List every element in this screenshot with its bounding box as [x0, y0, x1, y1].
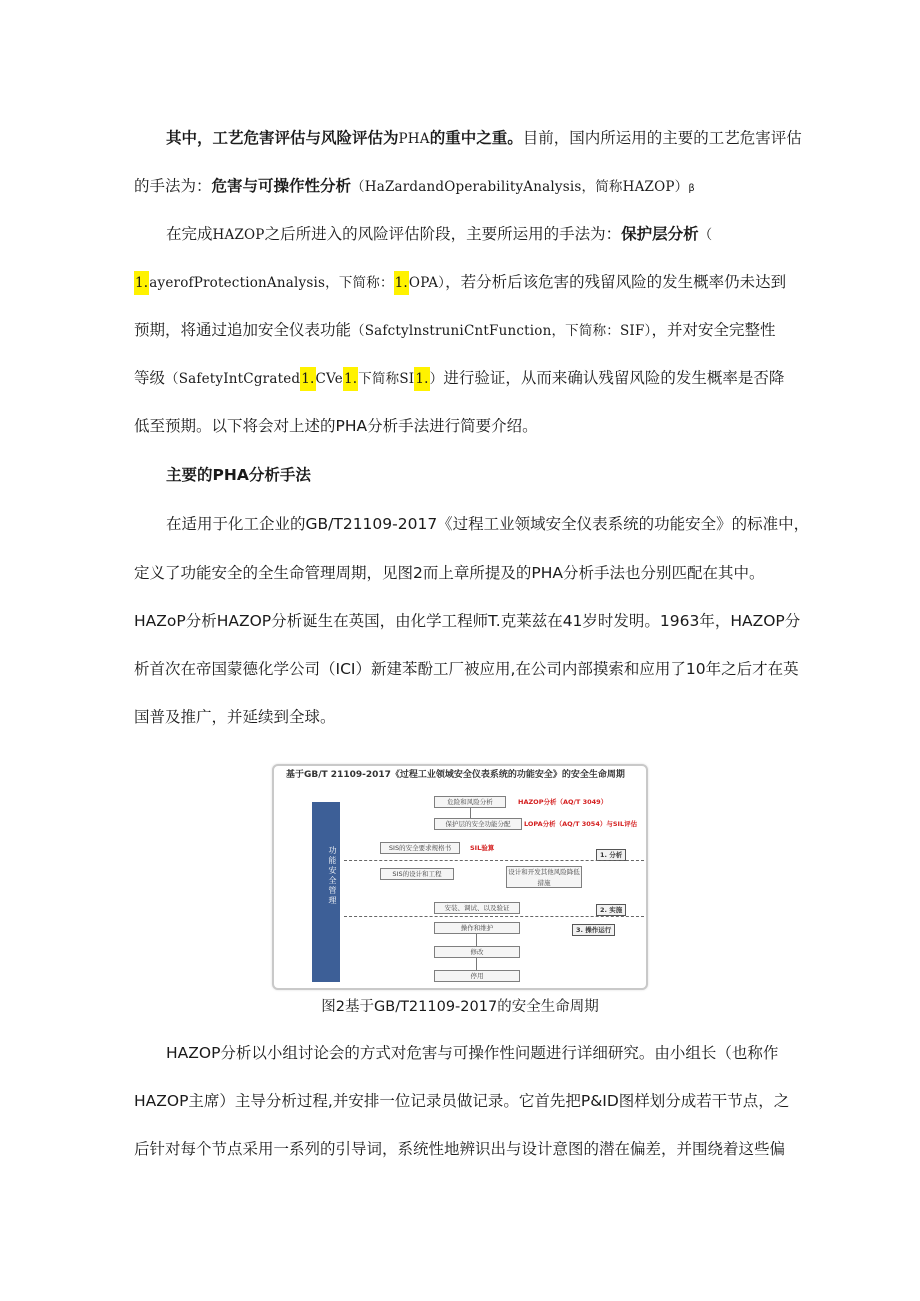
arrow-2: [476, 934, 477, 946]
figure-side-label: 功能安全管理: [328, 846, 337, 906]
para4-line3: 后针对每个节点采用一系列的引导词，系统性地辨识出与设计意图的潜在偏差，并围绕着这些偏: [134, 1140, 786, 1158]
para2-l3-mono: （SafctylnstruniCntFunction，下简称：SIF）: [351, 323, 652, 339]
para2-l1-hazop: HAZOP: [212, 227, 265, 243]
para2-l4-mono3: 下简称SI: [358, 371, 415, 387]
highlight-mark: 1.: [134, 271, 149, 295]
section-heading: 主要的PHA分析手法: [166, 466, 311, 484]
box-other-measures: 设计和开发其他风险降低措施: [506, 866, 582, 888]
box-decommission: 停用: [434, 970, 520, 982]
figure-side-bar: [312, 802, 340, 982]
para1-rest: 目前，国内所运用的主要的工艺危害评估: [522, 129, 802, 147]
para4-line2: HAZOP主席）主导分析过程,并安排一位记录员做记录。它首先把P&ID图样划分成若干节点，之: [134, 1092, 790, 1110]
figure-caption: 图2基于GB/T21109-2017的安全生命周期: [321, 999, 599, 1015]
box-protection-allocation: 保护层的安全功能分配: [434, 818, 522, 830]
para3-line2: 定义了功能安全的全生命管理周期，见图2而上章所提及的PHA分析手法也分别匹配在其中。: [134, 564, 765, 582]
para2-line5: 低至预期。以下将会对上述的PHA分析手法进行简要介绍。: [134, 417, 538, 435]
stage-analysis: 1. 分析: [596, 849, 626, 861]
divider-1: [344, 860, 644, 861]
para2-l4-mono2: CVe: [315, 371, 343, 387]
arrow-3: [476, 958, 477, 970]
para2-l4-pre: 等级: [134, 369, 166, 387]
note-hazop: HAZOP分析（AQ/T 3049）: [518, 798, 608, 806]
arrow-1: [470, 808, 471, 818]
box-sis-spec: SIS的安全要求规格书: [380, 842, 460, 854]
para1-hazop-term: 危害与可操作性分析: [211, 177, 352, 195]
box-modify: 修改: [434, 946, 520, 958]
para1-hazop-full: （HaZardandOperabilityAnalysis，简称HAZOP）: [351, 179, 689, 195]
para2-l1-mid: 之后所进入的风险评估阶段，主要所运用的手法为：: [264, 225, 622, 243]
para3-line4: 析首次在帝国蒙德化学公司（ICI）新建苯酚工厂被应用,在公司内部摸索和应用了10年之后才在英: [134, 660, 799, 678]
lifecycle-figure: [272, 764, 648, 990]
box-install: 安装、调试、以及验证: [434, 902, 520, 914]
stage-implement: 2. 实施: [596, 904, 626, 916]
para2-line1: [166, 222, 826, 247]
para2-l3-rest: ，并对安全完整性: [651, 321, 776, 339]
highlight-mark: 1.: [414, 367, 429, 391]
figure-title: 基于GB/T 21109-2017《过程工业领域安全仪表系统的功能安全》的安全生命周期: [286, 770, 625, 780]
para3-line3: HAZoP分析HAZOP分析诞生在英国，由化学工程师T.克莱兹在41岁时发明。1963年，HAZOP分: [134, 612, 801, 630]
box-sis-design: SIS的设计和工程: [380, 868, 454, 880]
para2-l3-pre: 预期，将通过追加安全仪表功能: [134, 321, 352, 339]
para2-l4-rest: 进行验证，从而来确认残留风险的发生概率是否降: [443, 369, 785, 387]
box-hazard-analysis: 危险和风险分析: [434, 796, 506, 808]
para1-line2: [134, 174, 794, 201]
stage-operation: 3. 操作运行: [572, 924, 615, 936]
note-lopa: LOPA分析（AQ/T 3054）与SIL评估: [524, 820, 638, 828]
para1-end: β: [688, 183, 695, 194]
para2-line2: [134, 270, 794, 295]
para2-line4: [134, 366, 794, 391]
para2-l1-paren: （: [698, 227, 713, 243]
highlight-mark: 1.: [394, 271, 409, 295]
para1-pha: PHA: [398, 131, 430, 147]
highlight-mark: 1.: [300, 367, 315, 391]
para2-l2-mono2: OPA）: [408, 275, 446, 291]
para3-line1: 在适用于化工企业的GB/T21109-2017《过程工业领域安全仪表系统的功能安全》的标准中，: [166, 515, 810, 533]
note-sil-calc: SIL验算: [470, 844, 495, 852]
para3-line5: 国普及推广，并延续到全球。: [134, 708, 336, 726]
highlight-mark: 1.: [343, 367, 358, 391]
para1-bold: 其中，工艺危害评估与风险评估为: [166, 129, 399, 147]
para4-line1: HAZOP分析以小组讨论会的方式对危害与可操作性问题进行详细研究。由小组长（也称作: [166, 1044, 779, 1062]
para1-bold2: 的重中之重。: [429, 129, 523, 147]
para2-line3: [134, 318, 794, 343]
para1-line1: [166, 126, 826, 151]
para2-l1-bold: 保护层分析: [621, 225, 699, 243]
para2-l2-rest: ，若分析后该危害的残留风险的发生概率仍未达到: [445, 273, 787, 291]
para2-l4-mono4: ）: [429, 371, 444, 387]
para2-l1-pre: 在完成: [166, 225, 213, 243]
divider-2: [344, 916, 644, 917]
para1-line2-pre: 的手法为：: [134, 177, 212, 195]
para2-l4-mono: （SafetyIntCgrated: [165, 371, 301, 387]
box-operation: 操作和维护: [434, 922, 520, 934]
para2-l2-mono: ayerofProtectionAnalysis，下简称：: [149, 275, 394, 291]
